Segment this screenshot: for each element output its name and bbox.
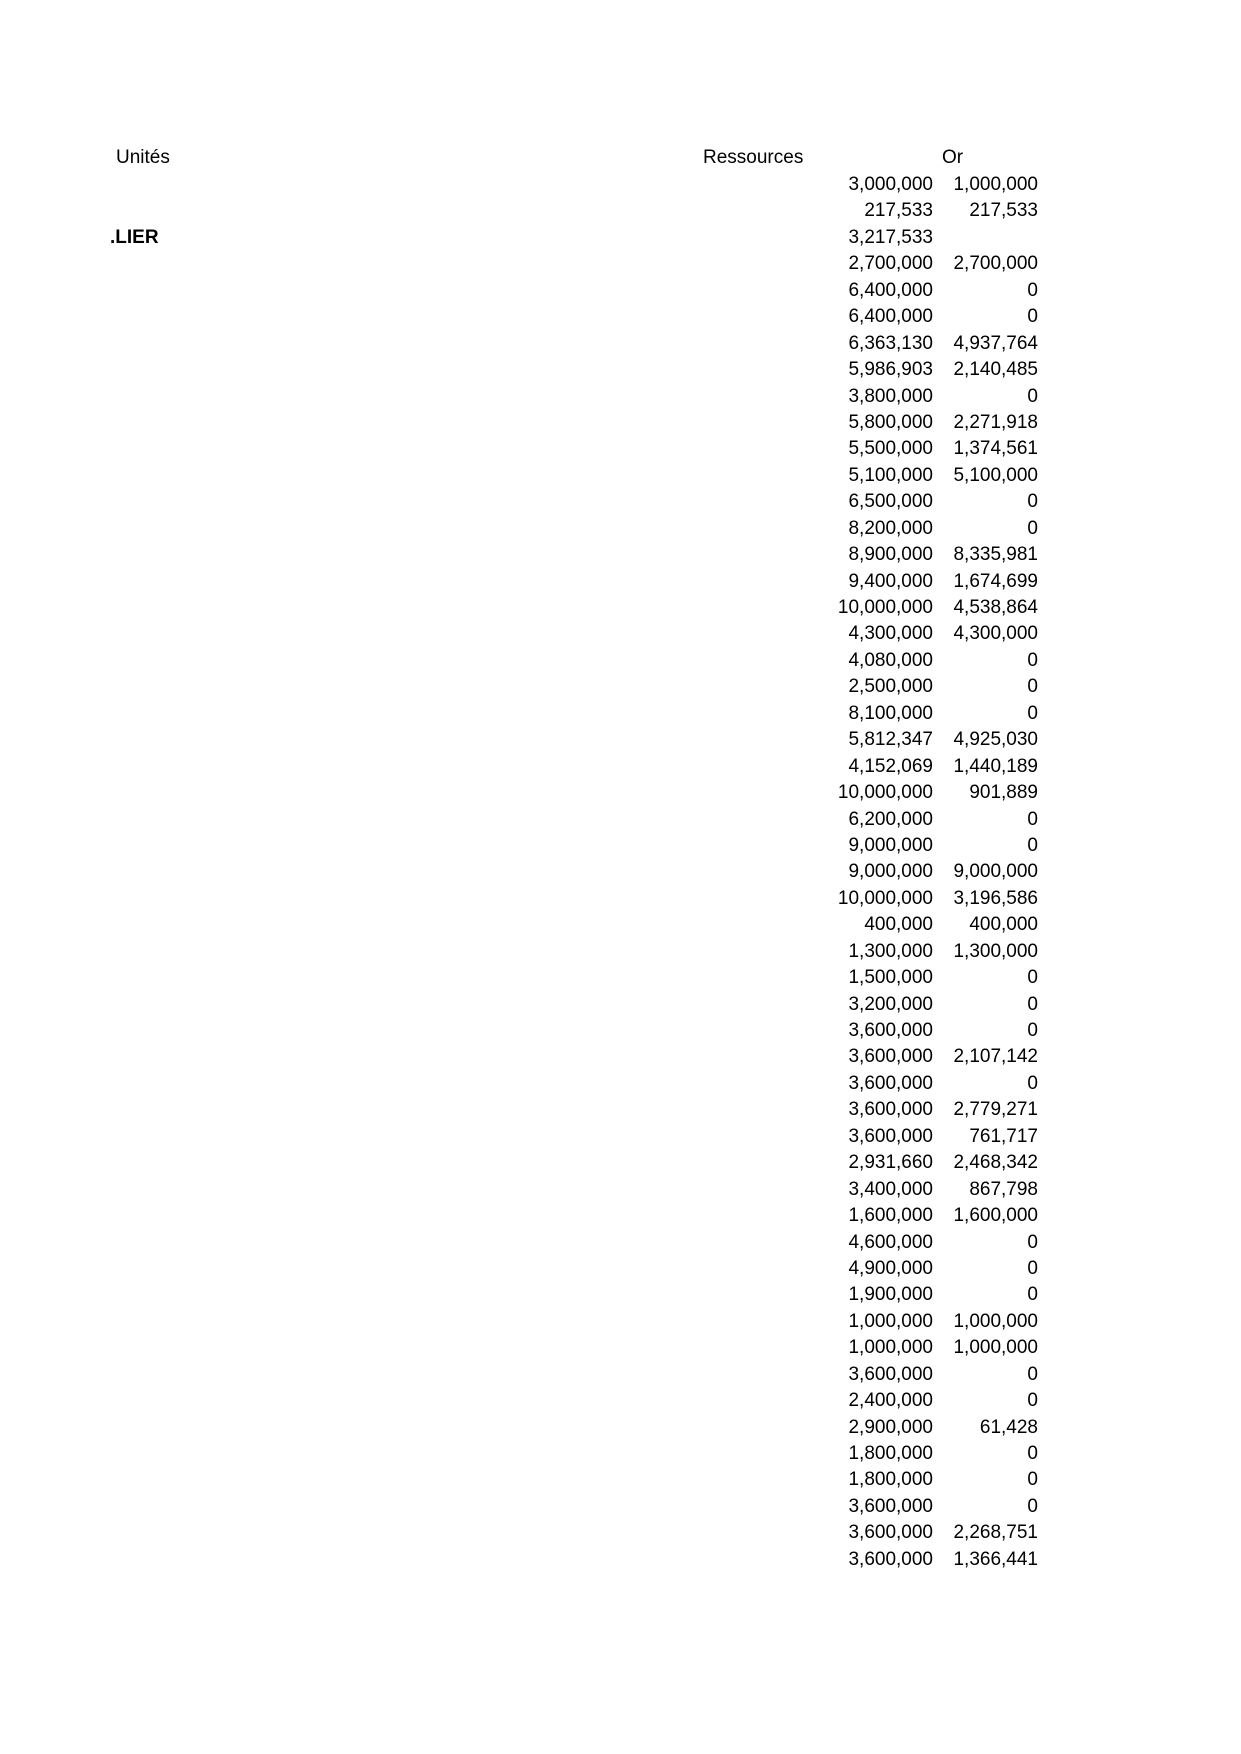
table-row [0,1309,1241,1335]
table-row [0,648,1241,674]
resources-cell: 9,000,000 [848,861,933,883]
resources-cell: 217,533 [864,200,933,222]
table-row [0,198,1241,224]
gold-cell: 4,937,764 [953,332,1038,354]
data-table [0,172,1241,1573]
resources-cell: 3,217,533 [848,226,933,248]
table-row [0,1230,1241,1256]
resources-cell: 10,000,000 [837,887,933,909]
table-row [0,1256,1241,1282]
resources-cell: 2,900,000 [848,1416,933,1438]
table-row [0,542,1241,568]
table-row [0,595,1241,621]
gold-cell: 0 [1027,834,1038,856]
resources-cell: 3,200,000 [848,993,933,1015]
gold-cell: 1,600,000 [953,1205,1038,1227]
gold-cell: 8,335,981 [953,544,1038,566]
gold-cell: 2,140,485 [953,359,1038,381]
gold-cell: 2,468,342 [953,1152,1038,1174]
gold-cell: 1,300,000 [953,940,1038,962]
gold-cell: 0 [1027,649,1038,671]
resources-cell: 6,400,000 [848,306,933,328]
gold-cell: 61,428 [979,1416,1038,1438]
resources-cell: 2,931,660 [848,1152,933,1174]
table-row [0,304,1241,330]
resources-cell: 1,300,000 [848,940,933,962]
resources-cell: 6,500,000 [848,491,933,513]
table-row [0,1467,1241,1493]
resources-cell: 8,900,000 [848,544,933,566]
table-row [0,463,1241,489]
resources-cell: 5,500,000 [848,438,933,460]
table-row [0,1044,1241,1070]
gold-cell: 217,533 [969,200,1038,222]
table-row [0,331,1241,357]
table-row [0,278,1241,304]
table-row [0,859,1241,885]
gold-cell: 0 [1027,1231,1038,1253]
resources-cell: 3,800,000 [848,385,933,407]
gold-cell: 0 [1027,808,1038,830]
resources-column-header: Ressources [703,147,804,168]
table-row [0,807,1241,833]
gold-cell: 761,717 [969,1125,1038,1147]
gold-cell: 2,779,271 [953,1099,1038,1121]
resources-cell: 9,000,000 [848,834,933,856]
resources-cell: 9,400,000 [848,570,933,592]
gold-cell: 1,440,189 [953,755,1038,777]
gold-cell: 0 [1027,993,1038,1015]
gold-cell: 3,196,586 [953,887,1038,909]
table-row [0,1362,1241,1388]
table-row [0,701,1241,727]
gold-cell: 0 [1027,306,1038,328]
gold-cell: 0 [1027,385,1038,407]
resources-cell: 2,500,000 [848,676,933,698]
table-row [0,251,1241,277]
resources-cell: 4,152,069 [848,755,933,777]
table-row [0,674,1241,700]
gold-cell: 1,674,699 [953,570,1038,592]
resources-cell: 8,100,000 [848,702,933,724]
gold-cell: 1,000,000 [953,174,1038,195]
table-row [0,1177,1241,1203]
table-row [0,1335,1241,1361]
resources-cell: 10,000,000 [837,597,933,618]
table-row [0,1441,1241,1467]
gold-cell: 0 [1027,1443,1038,1464]
resources-cell: 3,600,000 [848,1522,933,1544]
table-row [0,516,1241,542]
table-row [0,754,1241,780]
gold-cell: 2,271,918 [953,411,1038,433]
table-row [0,833,1241,859]
gold-cell: 0 [1027,1257,1038,1279]
table-row [0,1415,1241,1441]
resources-cell: 1,900,000 [848,1284,933,1306]
table-row [0,780,1241,806]
gold-cell: 0 [1027,1020,1038,1041]
gold-cell: 2,268,751 [953,1522,1038,1544]
gold-cell: 0 [1027,517,1038,539]
gold-cell: 4,300,000 [953,623,1038,645]
resources-cell: 5,100,000 [848,464,933,486]
gold-cell: 9,000,000 [953,861,1038,883]
resources-cell: 3,000,000 [848,174,933,195]
table-row [0,1388,1241,1414]
gold-cell: 0 [1027,702,1038,724]
gold-cell: 0 [1027,967,1038,989]
table-row [0,1124,1241,1150]
gold-cell: 5,100,000 [953,464,1038,486]
table-row [0,1150,1241,1176]
resources-cell: 3,600,000 [848,1020,933,1041]
table-row [0,569,1241,595]
table-row [0,357,1241,383]
resources-cell: 4,600,000 [848,1231,933,1253]
table-row [0,410,1241,436]
resources-cell: 5,800,000 [848,411,933,433]
gold-cell: 1,366,441 [953,1548,1038,1570]
table-row [0,1018,1241,1044]
gold-cell: 2,107,142 [953,1046,1038,1068]
gold-cell: 0 [1027,1495,1038,1517]
table-row [0,1071,1241,1097]
table-row [0,1547,1241,1573]
gold-cell: 0 [1027,1390,1038,1412]
table-row [0,225,1241,251]
resources-cell: 8,200,000 [848,517,933,539]
resources-cell: 4,900,000 [848,1257,933,1279]
gold-cell: 0 [1027,1469,1038,1491]
resources-cell: 5,812,347 [848,729,933,751]
table-row [0,1282,1241,1308]
resources-cell: 3,600,000 [848,1495,933,1517]
gold-cell: 0 [1027,1363,1038,1385]
resources-cell: 1,800,000 [848,1443,933,1464]
table-row [0,172,1241,198]
resources-cell: 1,000,000 [848,1337,933,1359]
gold-cell: 0 [1027,1072,1038,1094]
gold-cell: 1,000,000 [953,1310,1038,1332]
table-row [0,992,1241,1018]
resources-cell: 6,400,000 [848,279,933,301]
resources-cell: 3,600,000 [848,1363,933,1385]
resources-cell: 4,080,000 [848,649,933,671]
table-row [0,489,1241,515]
table-row [0,965,1241,991]
resources-cell: 3,600,000 [848,1125,933,1147]
resources-cell: 3,600,000 [848,1072,933,1094]
gold-cell: 2,700,000 [953,253,1038,275]
gold-cell: 0 [1027,491,1038,513]
resources-cell: 3,600,000 [848,1046,933,1068]
resources-cell: 2,400,000 [848,1390,933,1412]
gold-cell: 867,798 [969,1178,1038,1200]
resources-cell: 6,363,130 [848,332,933,354]
resources-cell: 1,000,000 [848,1310,933,1332]
table-row [0,621,1241,647]
gold-cell: 0 [1027,676,1038,698]
resources-cell: 2,700,000 [848,253,933,275]
resources-cell: 4,300,000 [848,623,933,645]
resources-cell: 1,500,000 [848,967,933,989]
table-row [0,436,1241,462]
gold-cell: 0 [1027,279,1038,301]
section-label: .LIER [110,227,159,248]
table-row [0,384,1241,410]
gold-cell: 0 [1027,1284,1038,1306]
units-column-header: Unités [116,147,170,168]
gold-cell: 4,538,864 [953,597,1038,618]
resources-cell: 1,800,000 [848,1469,933,1491]
resources-cell: 3,600,000 [848,1548,933,1570]
gold-cell: 4,925,030 [953,729,1038,751]
gold-column-header: Or [942,147,964,168]
gold-cell: 400,000 [969,914,1038,936]
table-row [0,1494,1241,1520]
resources-cell: 1,600,000 [848,1205,933,1227]
table-row [0,939,1241,965]
table-row [0,886,1241,912]
table-row [0,1097,1241,1123]
gold-cell: 901,889 [969,782,1038,804]
table-row [0,727,1241,753]
resources-cell: 400,000 [864,914,933,936]
resources-cell: 10,000,000 [837,782,933,804]
resources-cell: 3,400,000 [848,1178,933,1200]
table-row [0,912,1241,938]
gold-cell: 1,374,561 [953,438,1038,460]
resources-cell: 3,600,000 [848,1099,933,1121]
table-row [0,1203,1241,1229]
resources-cell: 6,200,000 [848,808,933,830]
gold-cell: 1,000,000 [953,1337,1038,1359]
resources-cell: 5,986,903 [848,359,933,381]
table-row [0,1520,1241,1546]
